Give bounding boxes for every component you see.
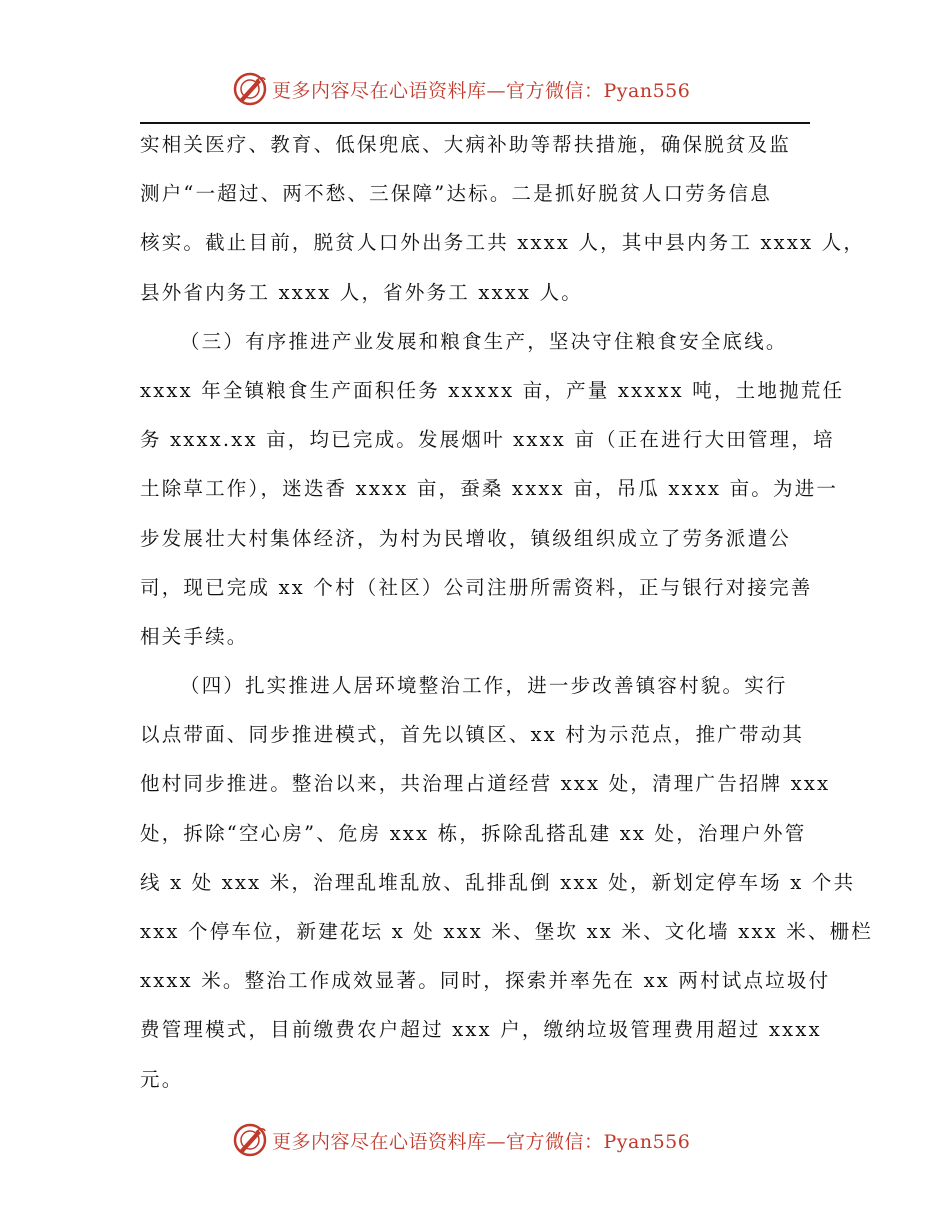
text-line: xxxx 年全镇粮食生产面积任务 xxxxx 亩，产量 xxxxx 吨，土地抛荒任	[140, 378, 845, 402]
text-line: 线 x 处 xxx 米，治理乱堆乱放、乱排乱倒 xxx 处，新划定停车场 x 个共	[140, 870, 856, 894]
text-line: 测户“一超过、两不愁、三保障”达标。二是抓好脱贫人口劳务信息	[140, 182, 772, 206]
text-line: 以点带面、同步推进模式，首先以镇区、xx 村为示范点，推广带动其	[140, 723, 805, 747]
logo-icon	[232, 71, 268, 107]
header-banner	[232, 69, 752, 109]
text-line: 元。	[140, 1067, 184, 1091]
header-banner-text: 更多内容尽在心语资料库—官方微信：Pyan556	[272, 79, 691, 102]
text-line: 县外省内务工 xxxx 人，省外务工 xxxx 人。	[140, 280, 583, 304]
text-line: 土除草工作），迷迭香 xxxx 亩，蚕桑 xxxx 亩，吊瓜 xxxx 亩。为进一	[140, 477, 839, 501]
text-line: 核实。截止目前，脱贫人口外出务工共 xxxx 人，其中县内务工 xxxx 人，	[140, 231, 866, 255]
document-body	[140, 120, 874, 1104]
text-line: xxx 个停车位，新建花坛 x 处 xxx 米、堡坎 xx 米、文化墙 xxx 米、栅栏	[140, 920, 874, 943]
logo-icon	[232, 1122, 268, 1158]
section-heading-3: （三）有序推进产业发展和粮食生产，坚决守住粮食安全底线。	[180, 329, 788, 353]
text-line: 步发展壮大村集体经济，为村为民增收，镇级组织成立了劳务派遣公	[140, 526, 792, 550]
footer-banner	[232, 1120, 752, 1160]
text-line: 司，现已完成 xx 个村（社区）公司注册所需资料，正与银行对接完善	[140, 575, 813, 599]
text-line: 实相关医疗、教育、低保兜底、大病补助等帮扶措施，确保脱贫及监	[140, 133, 792, 156]
text-line: 处，拆除“空心房”、危房 xxx 栋，拆除乱搭乱建 xx 处，治理户外管	[140, 821, 807, 845]
text-line: 相关手续。	[140, 624, 249, 648]
section-heading-4: （四）扎实推进人居环境整治工作，进一步改善镇容村貌。实行	[180, 674, 788, 698]
text-line: 费管理模式，目前缴费农户超过 xxx 户，缴纳垃圾管理费用超过 xxxx	[140, 1018, 822, 1042]
text-line: 他村同步推进。整治以来，共治理占道经营 xxx 处，清理广告招牌 xxx	[140, 772, 831, 796]
text-line: xxxx 米。整治工作成效显著。同时，探索并率先在 xx 两村试点垃圾付	[140, 969, 831, 993]
text-line: 务 xxxx.xx 亩，均已完成。发展烟叶 xxxx 亩（正在进行大田管理，培	[140, 428, 835, 452]
footer-banner-text: 更多内容尽在心语资料库—官方微信：Pyan556	[272, 1130, 691, 1153]
